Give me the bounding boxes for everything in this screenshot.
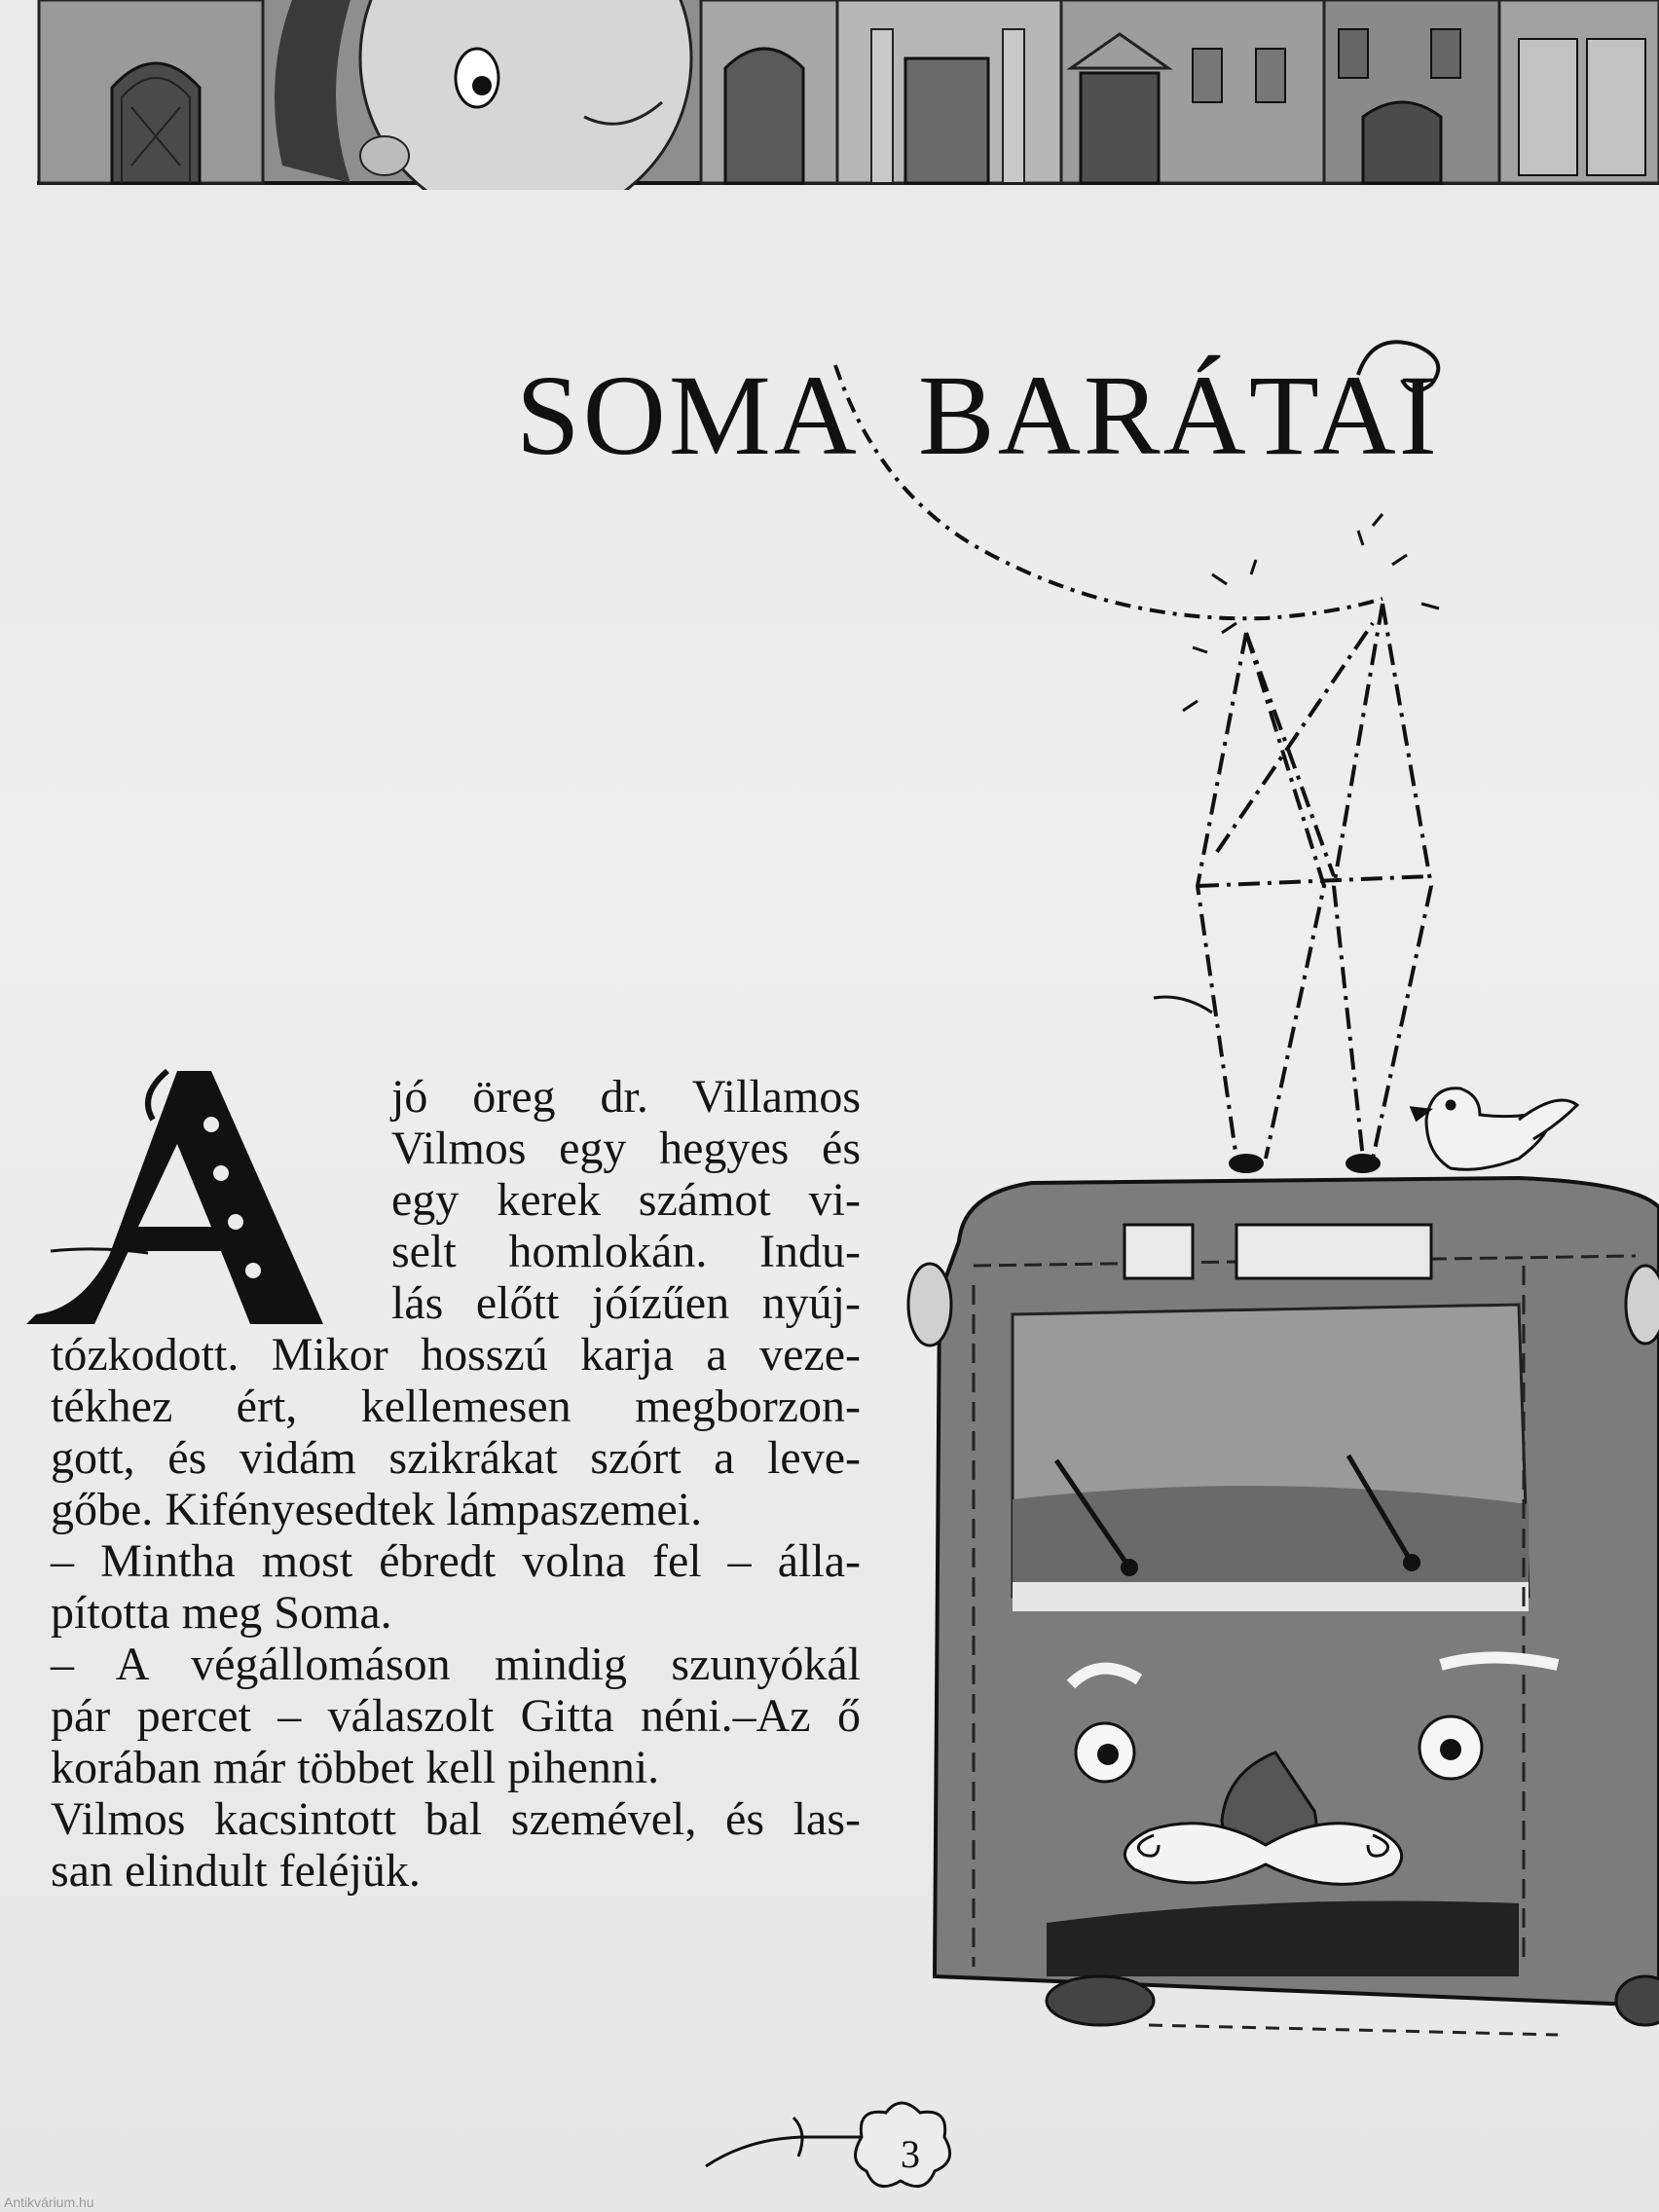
dialogue-line: – A végállomáson mindig szunyókál bbox=[51, 1639, 861, 1690]
text-line: tékhez ért, kellemesen megborzon- bbox=[51, 1381, 861, 1432]
text-line: gott, és vidám szikrákat szórt a leve- bbox=[51, 1432, 861, 1484]
trolley-poles bbox=[1198, 604, 1431, 1159]
top-illustration-street bbox=[0, 0, 1659, 190]
destination-sign bbox=[1236, 1225, 1431, 1278]
dialogue-line: pár percet – válaszolt Gitta néni.–Az ő bbox=[51, 1690, 861, 1742]
text-line: san elindult feléjük. bbox=[51, 1845, 421, 1897]
bus-left-eye bbox=[1076, 1723, 1134, 1782]
page-number: 3 bbox=[901, 2132, 920, 2176]
title-word-soma: SOMA bbox=[516, 351, 860, 480]
text-line: Vilmos egy hegyes és bbox=[391, 1123, 861, 1174]
route-sign bbox=[1124, 1225, 1193, 1278]
story-text bbox=[51, 1071, 861, 1897]
text-line: Vilmos kacsintott bal szemével, és las- bbox=[51, 1793, 861, 1845]
bus-moustache bbox=[1124, 1824, 1401, 1885]
watermark: Antikvárium.hu bbox=[4, 2194, 94, 2210]
bus-mouth bbox=[1047, 1901, 1519, 1977]
dialogue-line: korában már többet kell pihenni. bbox=[51, 1742, 660, 1793]
windshield bbox=[1013, 1305, 1529, 1597]
text-line: lás előtt jóízűen nyúj- bbox=[391, 1277, 861, 1329]
text-line: egy kerek számot vi- bbox=[391, 1174, 861, 1226]
dialogue-line: pította meg Soma. bbox=[51, 1587, 392, 1639]
text-line: tózkodott. Mikor hosszú karja a veze- bbox=[51, 1329, 861, 1381]
sparks bbox=[1183, 514, 1439, 711]
text-line: gőbe. Kifényesedtek lámpaszemei. bbox=[51, 1484, 703, 1535]
text-line: jó öreg dr. Villamos bbox=[391, 1071, 861, 1123]
story-title bbox=[516, 350, 1440, 482]
text-line: selt homlokán. Indu- bbox=[391, 1226, 861, 1277]
title-word-baratai: BARÁTAI bbox=[917, 351, 1440, 480]
bus-right-eye bbox=[1419, 1716, 1482, 1779]
bird bbox=[1412, 1088, 1577, 1169]
bus-body bbox=[935, 1178, 1659, 2006]
dialogue-line: – Mintha most ébredt volna fel – álla- bbox=[51, 1535, 861, 1587]
